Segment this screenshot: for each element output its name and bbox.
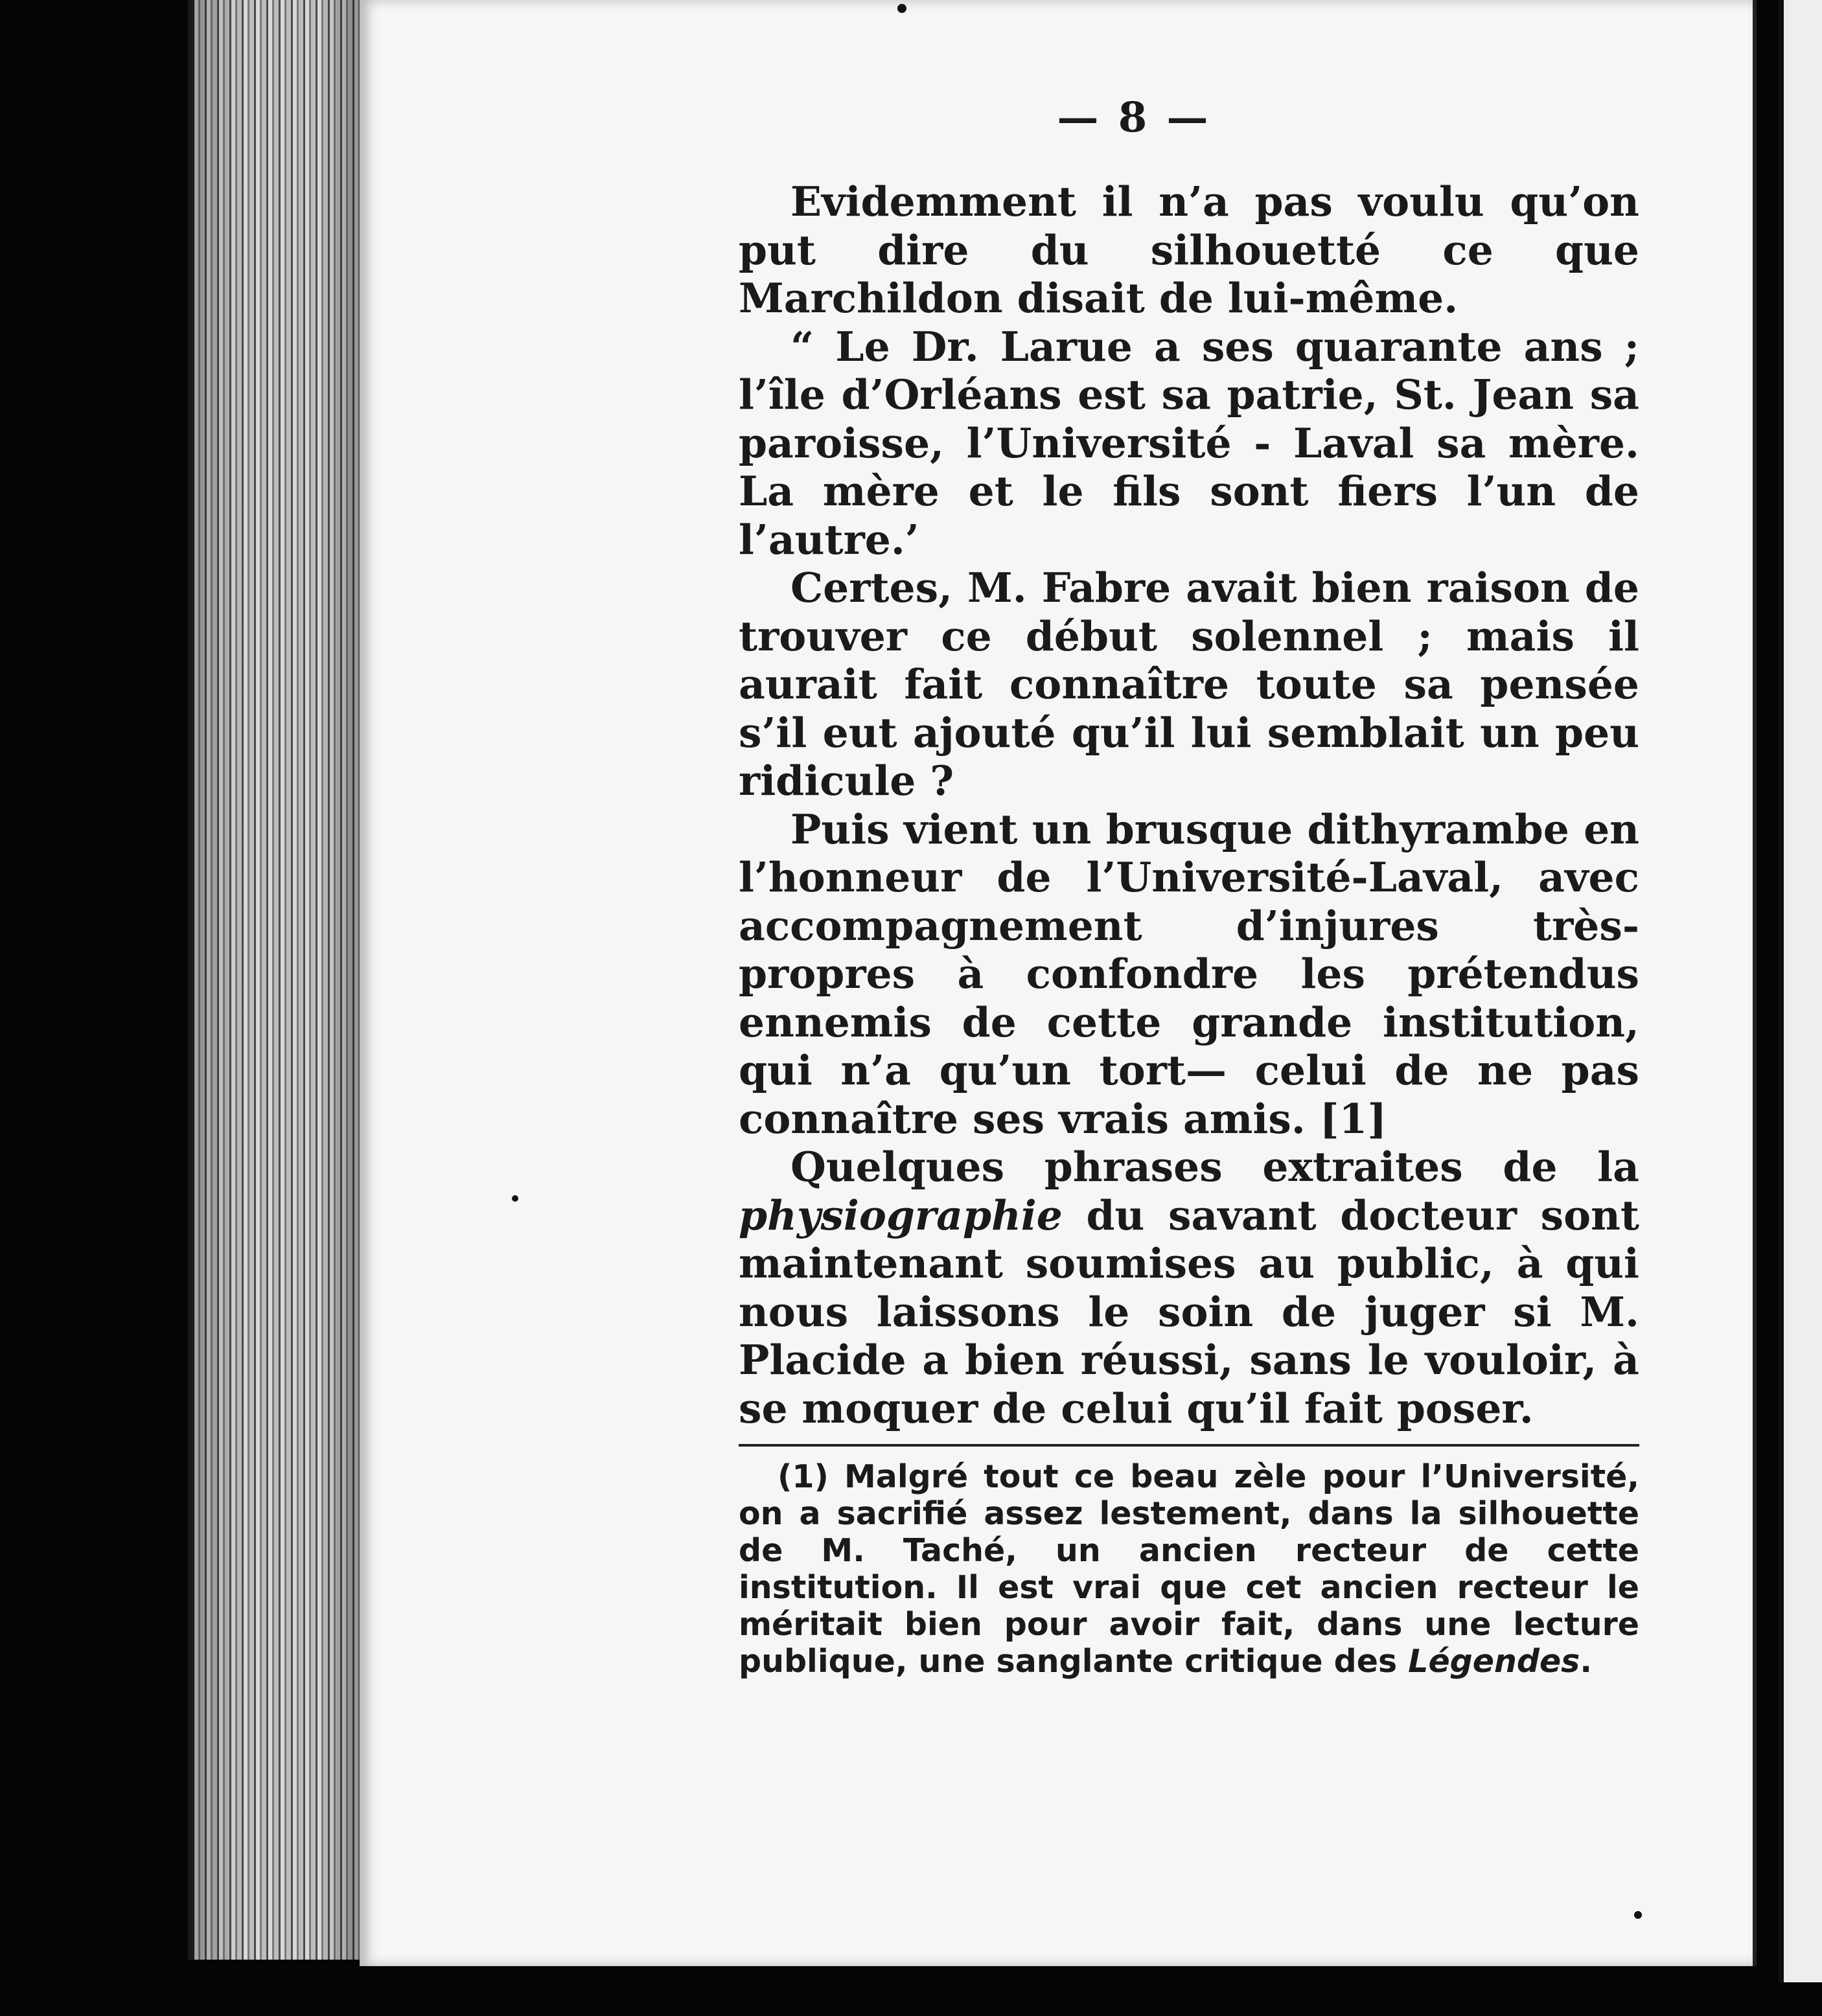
paragraph-3: Certes, M. Fabre avait bien raison de trouver ce début solennel ; mais il aurait fait connaître toute sa pensée s’il eut ajouté qu’il lui semblait un peu ridicule ?	[739, 564, 1639, 805]
footnote-rule	[739, 1444, 1639, 1447]
page-text	[739, 93, 1639, 1680]
paragraph-5-end: du savant docteur sont maintenant soumises au public, à qui nous laissons le soin de juger si M. Placide a bien réussi, sans le vouloir, à se moquer de celui qu’il fait poser.	[739, 1191, 1639, 1432]
page-number: — 8 —	[1057, 93, 1211, 142]
footnote-italic-legendes: Légendes	[1408, 1643, 1580, 1680]
footnote-end: .	[1580, 1643, 1592, 1680]
ink-speck	[512, 1195, 518, 1202]
paragraph-1: Evidemment il n’a pas voulu qu’on put dire du silhouetté ce que Marchildon disait de lui-même.	[739, 178, 1639, 322]
paragraph-quote: “ Le Dr. Larue a ses quarante ans ; l’île d’Orléans est sa patrie, St. Jean sa paroisse, l’Université - Laval sa mère. La mère et le fils sont fiers l’un de l’autre.’	[739, 322, 1639, 564]
footnote	[739, 1458, 1639, 1680]
paragraph-5-start: Quelques phrases extraites de la	[790, 1143, 1639, 1191]
footnote-text: (1) Malgré tout ce beau zèle pour l’Université, on a sacrifié assez lestement, dans la silhouette de M. Taché, un ancien recteur de cette institution. Il est vrai que cet ancien recteur le méritait bien pour avoir fait, dans une lecture publique, une sanglante critique des	[739, 1458, 1639, 1680]
ink-speck	[1634, 1911, 1642, 1919]
page-edge-shadow	[194, 0, 363, 1960]
paragraph-5	[739, 1143, 1639, 1432]
next-page-edge	[1779, 0, 1822, 1982]
ink-speck	[897, 4, 906, 13]
paragraph-4: Puis vient un brusque dithyrambe en l’honneur de l’Université-Laval, avec accompagnement d’injures très-propres à confondre les prétendus ennemis de cette grande institution, qui n’a qu’un tort— celui de ne pas connaître ses vrais amis. [1]	[739, 805, 1639, 1143]
italic-word-physiographie: physiographie	[739, 1191, 1063, 1239]
